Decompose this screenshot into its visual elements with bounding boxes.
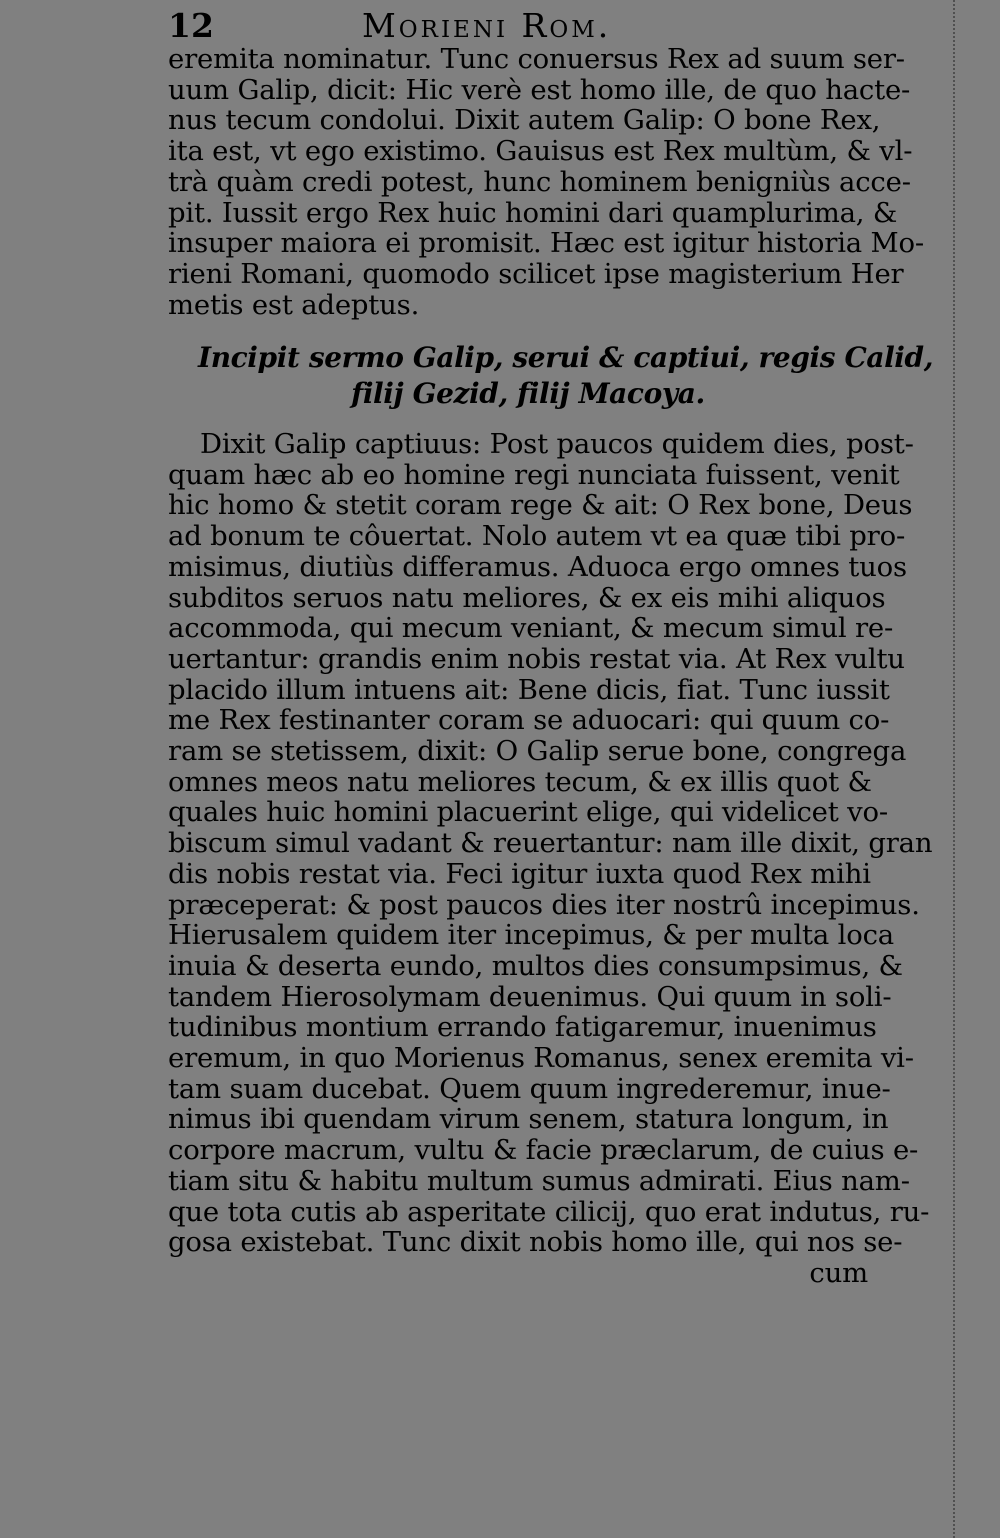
section-title-line: Incipit sermo Galip, serui & captiui, regis Calid,	[198, 341, 934, 374]
text-line: eremum, in quo Morienus Romanus, senex eremita vi-	[168, 1042, 914, 1075]
text-line: uertantur: grandis enim nobis restat via. At Rex vultu	[168, 642, 905, 675]
text-line: subditos seruos natu meliores, & ex eis mihi aliquos	[168, 581, 886, 614]
text-line: inuia & deserta eundo, multos dies consumpsimus, &	[168, 949, 903, 982]
text-line: Dixit Galip captiuus: Post paucos quidem dies, post-	[200, 428, 914, 460]
page-header	[168, 6, 868, 46]
running-title: Morieni Rom.	[362, 6, 612, 45]
text-line: ram se stetissem, dixit: O Galip serue bone, congrega	[168, 735, 907, 768]
text-line: omnes meos natu meliores tecum, & ex illis quot &	[168, 765, 872, 798]
text-line: me Rex festinanter coram se aduocari: qui quum co-	[168, 704, 890, 737]
text-line: tudinibus montium errando fatigaremur, inuenimus	[168, 1011, 877, 1044]
text-line: quales huic homini placuerint elige, qui videlicet vo-	[168, 796, 888, 829]
text-line: Hierusalem quidem iter incepimus, & per multa loca	[168, 919, 894, 952]
section-title	[168, 340, 934, 412]
text-line: eremita nominatur. Tunc conuersus Rex ad suum ser-	[168, 43, 905, 75]
catchword: cum	[809, 1256, 868, 1289]
text-line: biscum simul vadant & reuertantur: nam ille dixit, gran	[168, 827, 933, 860]
text-line: que tota cutis ab asperitate cilicij, quo erat indutus, ru-	[168, 1195, 930, 1228]
text-line: pit. Iussit ergo Rex huic homini dari quamplurima, &	[168, 196, 898, 229]
text-line: insuper maiora ei promisit. Hæc est igitur historia Mo-	[168, 227, 924, 260]
text-line: trà quàm credi potest, hunc hominem benigniùs acce-	[168, 165, 911, 198]
text-line: ad bonum te côuertat. Nolo autem vt ea quæ tibi pro-	[168, 520, 906, 553]
text-line: ita est, vt ego existimo. Gauisus est Rex multùm, & vl-	[168, 135, 913, 168]
text-line: corpore macrum, vultu & facie præclarum, de cuius e-	[168, 1134, 919, 1167]
paragraph-2	[168, 428, 933, 1289]
text-line: tiam situ & habitu multum sumus admirati. Eius nam-	[168, 1164, 910, 1197]
page-edge-shadow	[953, 0, 961, 1538]
text-line: præceperat: & post paucos dies iter nostrû incepimus.	[168, 888, 920, 921]
text-line: misimus, diutiùs differamus. Aduoca ergo omnes tuos	[168, 550, 907, 583]
page-number: 12	[168, 6, 214, 45]
text-line: tandem Hierosolymam deuenimus. Qui quum in soli-	[168, 980, 892, 1013]
text-line: rieni Romani, quomodo scilicet ipse magisterium Her	[168, 257, 904, 290]
text-line: uum Galip, dicit: Hic verè est homo ille, de quo hacte-	[168, 73, 911, 106]
text-line: dis nobis restat via. Feci igitur iuxta quod Rex mihi	[168, 857, 871, 890]
text-line: hic homo & stetit coram rege & ait: O Rex bone, Deus	[168, 489, 913, 522]
text-line: tam suam ducebat. Quem quum ingrederemur, inue-	[168, 1072, 891, 1105]
text-line: accommoda, qui mecum veniant, & mecum simul re-	[168, 612, 894, 645]
text-line: nimus ibi quendam virum senem, statura longum, in	[168, 1103, 889, 1136]
text-line: nus tecum condolui. Dixit autem Galip: O bone Rex,	[168, 104, 881, 137]
text-line: quam hæc ab eo homine regi nunciata fuissent, venit	[168, 458, 900, 491]
paragraph-1	[168, 43, 924, 321]
text-line: placido illum intuens ait: Bene dicis, fiat. Tunc iussit	[168, 673, 890, 706]
section-title-line: filij Gezid, filij Macoya.	[351, 377, 705, 410]
text-line: gosa existebat. Tunc dixit nobis homo ille, qui nos se-	[168, 1226, 903, 1259]
text-line: metis est adeptus.	[168, 288, 420, 321]
